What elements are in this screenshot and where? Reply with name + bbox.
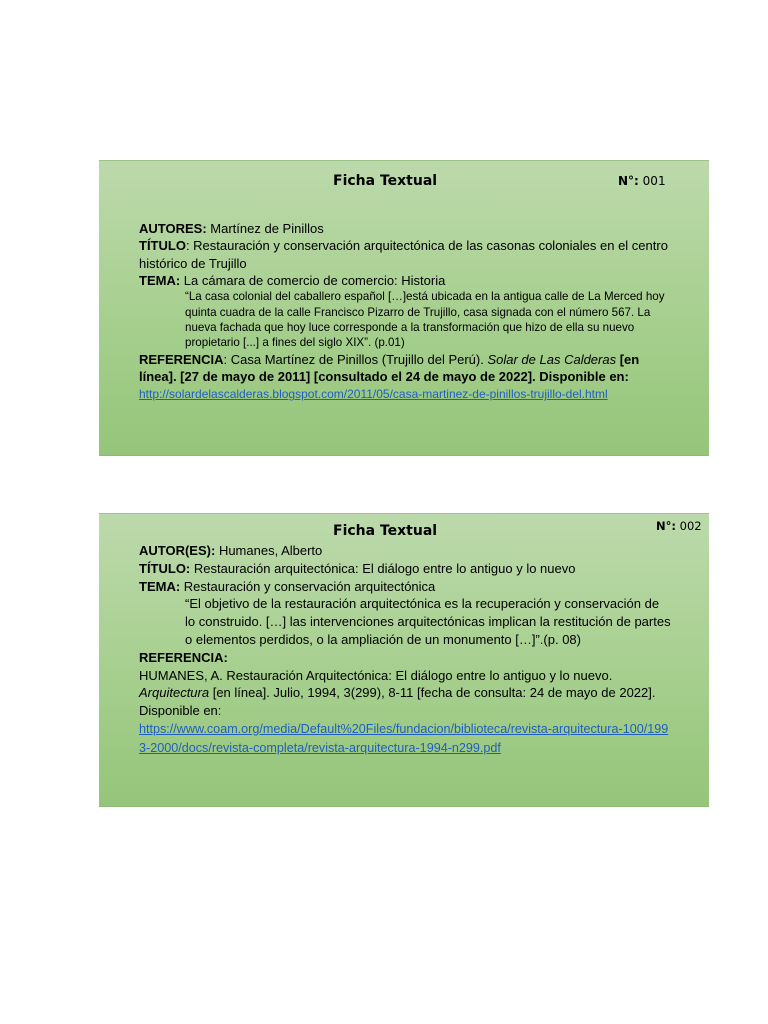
tema-line: [139, 578, 671, 596]
referencia: [139, 351, 671, 386]
referencia-label: REFERENCIA:: [139, 649, 228, 665]
referencia: [139, 667, 671, 720]
titulo-line: [139, 237, 671, 272]
titulo-value: : Restauración y conservación arquitectónica de las casonas coloniales en el centro histórico de Trujillo: [139, 238, 668, 271]
referencia-text: : Casa Martínez de Pinillos (Trujillo del Perú).: [223, 351, 488, 367]
titulo-label: TÍTULO:: [139, 560, 191, 576]
card-body: [139, 542, 671, 758]
titulo-line: [139, 560, 671, 578]
ficha-card-001: [99, 160, 709, 456]
card-number-value: 002: [679, 519, 702, 533]
referencia-italic: Solar de Las Calderas: [487, 351, 617, 367]
titulo-value: Restauración arquitectónica: El diálogo entre lo antiguo y lo nuevo: [193, 560, 576, 576]
referencia-label: REFERENCIA: [139, 351, 224, 367]
autores-label: AUTOR(ES):: [139, 543, 216, 558]
referencia-italic: Arquitectura: [139, 685, 210, 701]
tema-value: La cámara de comercio de comercio: Historia: [183, 272, 446, 288]
card-number-label: N°:: [656, 519, 676, 533]
card-body: [139, 220, 671, 404]
ficha-card-002: [99, 513, 709, 807]
tema-label: TEMA:: [139, 578, 181, 594]
quote-text: “La casa colonial del caballero español […]está ubicada en la antigua calle de La Merced hoy quinta cuadra de la calle Francisco Pizarro de Trujillo, casa signada con el número 567. La nueva fachada que hoy luce corresponde a la transformación que hizo de ella su nuevo propietario [...] a fines del siglo XIX”. (p.01): [185, 290, 665, 350]
card-title: Ficha Textual: [333, 173, 438, 189]
tema-line: [139, 272, 671, 289]
card-number-label: N°:: [618, 174, 639, 188]
autores-value: Humanes, Alberto: [218, 543, 323, 558]
autores-line: [139, 542, 671, 560]
autores-value: Martínez de Pinillos: [210, 221, 324, 236]
referencia-text: [en línea]. Julio, 1994, 3(299), 8-11 [fecha de consulta: 24 de mayo de 2022]. Disponible en:: [139, 685, 656, 719]
titulo-label: TÍTULO: [139, 238, 186, 254]
card-number: [656, 519, 702, 533]
referencia-line1: HUMANES, A. Restauración Arquitectónica: El diálogo entre lo antiguo y lo nuevo.: [139, 667, 613, 683]
referencia-bold: [en línea]. [27 de mayo de 2011] [consultado el 24 de mayo de 2022]. Disponible en:: [139, 351, 640, 385]
tema-value: Restauración y conservación arquitectónica: [183, 578, 436, 594]
source-link[interactable]: http://solardelascalderas.blogspot.com/2011/05/casa-martinez-de-pinillos-trujillo-del.html: [139, 387, 608, 402]
quote-text: “El objetivo de la restauración arquitectónica es la recuperación y conservación de lo construido. […] las intervenciones arquitectónicas implican la restitución de partes o elementos perdidos, o la ampliación de un monumento […]”.(p. 08): [185, 596, 671, 647]
card-number: [618, 174, 666, 188]
tema-label: TEMA:: [139, 272, 181, 288]
source-link[interactable]: https://www.coam.org/media/Default%20Files/fundacion/biblioteca/revista-arquitectura-100/1993-2000/docs/revista-completa/revista-arquitectura-1994-n299.pdf: [139, 721, 669, 755]
card-number-value: 001: [642, 174, 666, 188]
autores-label: AUTORES:: [139, 221, 207, 236]
autores-line: [139, 220, 671, 237]
card-title: Ficha Textual: [333, 523, 438, 539]
